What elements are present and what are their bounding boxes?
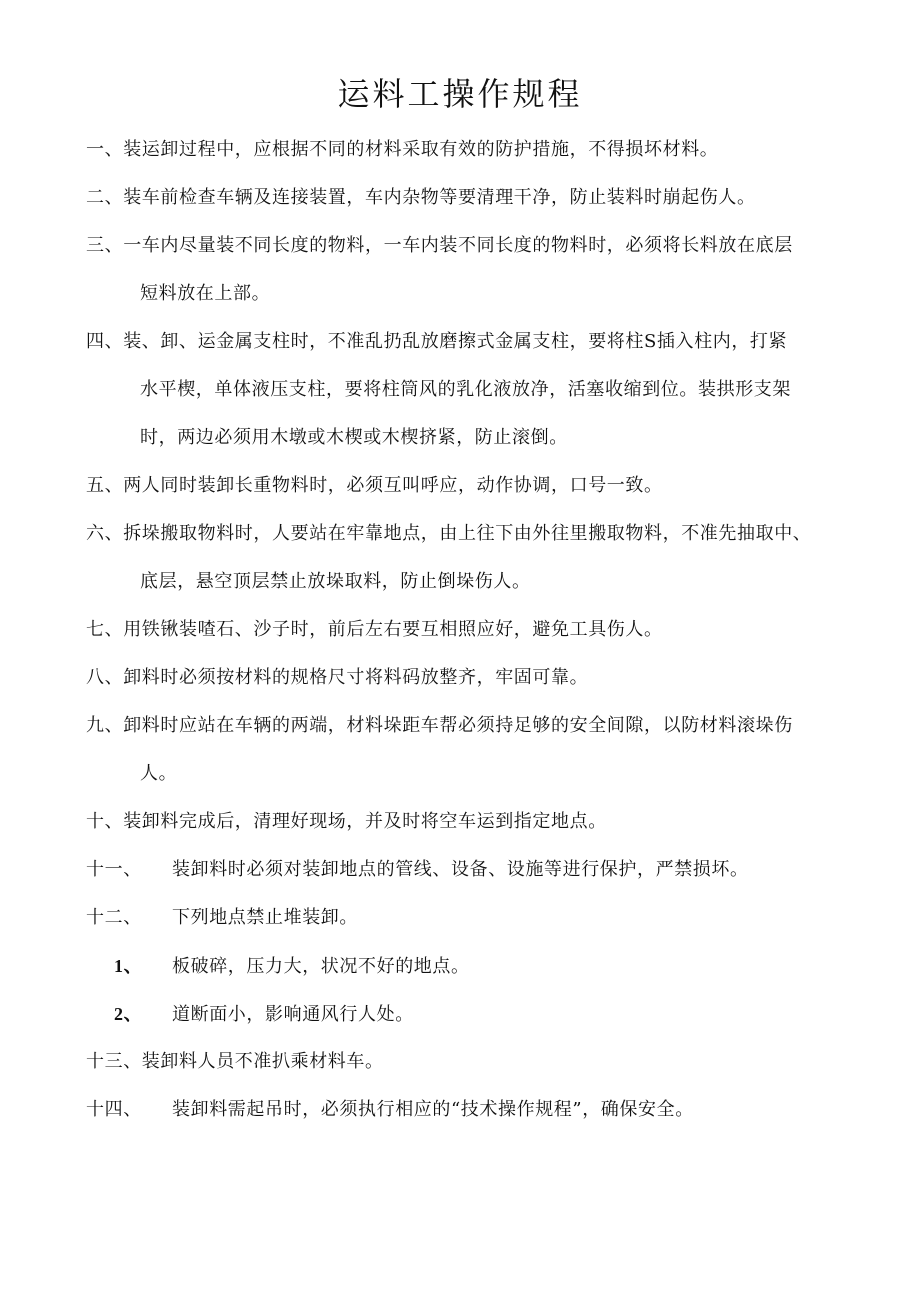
rule-10: 十、装卸料完成后，清理好现场，并及时将空车运到指定地点。 xyxy=(86,811,607,832)
document-title: 运料工操作规程 xyxy=(337,75,583,113)
rule-4-line-1: 四、装、卸、运金属支柱时，不准乱扔乱放磨擦式金属支柱，要将柱S插入柱内，打紧 xyxy=(86,331,788,352)
rule-13: 十三、装卸料人员不准扒乘材料车。 xyxy=(86,1051,384,1072)
sub-1-text: 板破碎，压力大，状况不好的地点。 xyxy=(172,956,470,977)
rule-2: 二、装车前检查车辆及连接装置，车内杂物等要清理干净，防止装料时崩起伤人。 xyxy=(86,187,756,208)
rule-14-number: 十四、 xyxy=(86,1099,142,1120)
rule-11 xyxy=(86,857,749,883)
rule-4-line-2: 水平楔，单体液压支柱，要将柱筒风的乳化液放净，活塞收缩到位。装拱形支架 xyxy=(140,379,791,400)
rule-12 xyxy=(86,905,358,931)
sub-2-number: 2、 xyxy=(114,1004,143,1024)
rule-12-text: 下列地点禁止堆装卸。 xyxy=(172,907,358,928)
rule-6-line-1: 六、拆垛搬取物料时，人要站在牢靠地点，由上往下由外往里搬取物料，不准先抽取中、 xyxy=(86,523,812,544)
rule-4-line-3: 时，两边必须用木墩或木楔或木楔挤紧，防止滚倒。 xyxy=(140,427,568,448)
rule-11-number: 十一、 xyxy=(86,859,142,880)
rule-11-text: 装卸料时必须对装卸地点的管线、设备、设施等进行保护，严禁损坏。 xyxy=(172,859,749,880)
rule-3-line-1: 三、一车内尽量装不同长度的物料，一车内装不同长度的物料时，必须将长料放在底层 xyxy=(86,235,793,256)
rule-6-line-2: 底层，悬空顶层禁止放垛取料，防止倒垛伤人。 xyxy=(140,571,531,592)
rule-3-line-2: 短料放在上部。 xyxy=(140,283,271,304)
sub-1-number: 1、 xyxy=(114,956,143,976)
rule-14-text: 装卸料需起吊时，必须执行相应的“技术操作规程”，确保安全。 xyxy=(172,1099,694,1120)
rule-12-sub-2 xyxy=(114,1001,414,1028)
rule-12-sub-1 xyxy=(114,953,470,980)
sub-2-text: 道断面小，影响通风行人处。 xyxy=(172,1004,414,1025)
rule-1: 一、装运卸过程中，应根据不同的材料采取有效的防护措施，不得损坏材料。 xyxy=(86,139,719,160)
rule-14 xyxy=(86,1097,694,1123)
rule-5: 五、两人同时装卸长重物料时，必须互叫呼应，动作协调，口号一致。 xyxy=(86,475,663,496)
rule-7: 七、用铁锹装喳石、沙子时，前后左右要互相照应好，避免工具伤人。 xyxy=(86,619,663,640)
rule-12-number: 十二、 xyxy=(86,907,142,928)
rule-9-line-2: 人。 xyxy=(140,763,178,784)
rule-8: 八、卸料时必须按材料的规格尺寸将料码放整齐，牢固可靠。 xyxy=(86,667,589,688)
rule-9-line-1: 九、卸料时应站在车辆的两端，材料垛距车帮必须持足够的安全间隙，以防材料滚垛伤 xyxy=(86,715,793,736)
